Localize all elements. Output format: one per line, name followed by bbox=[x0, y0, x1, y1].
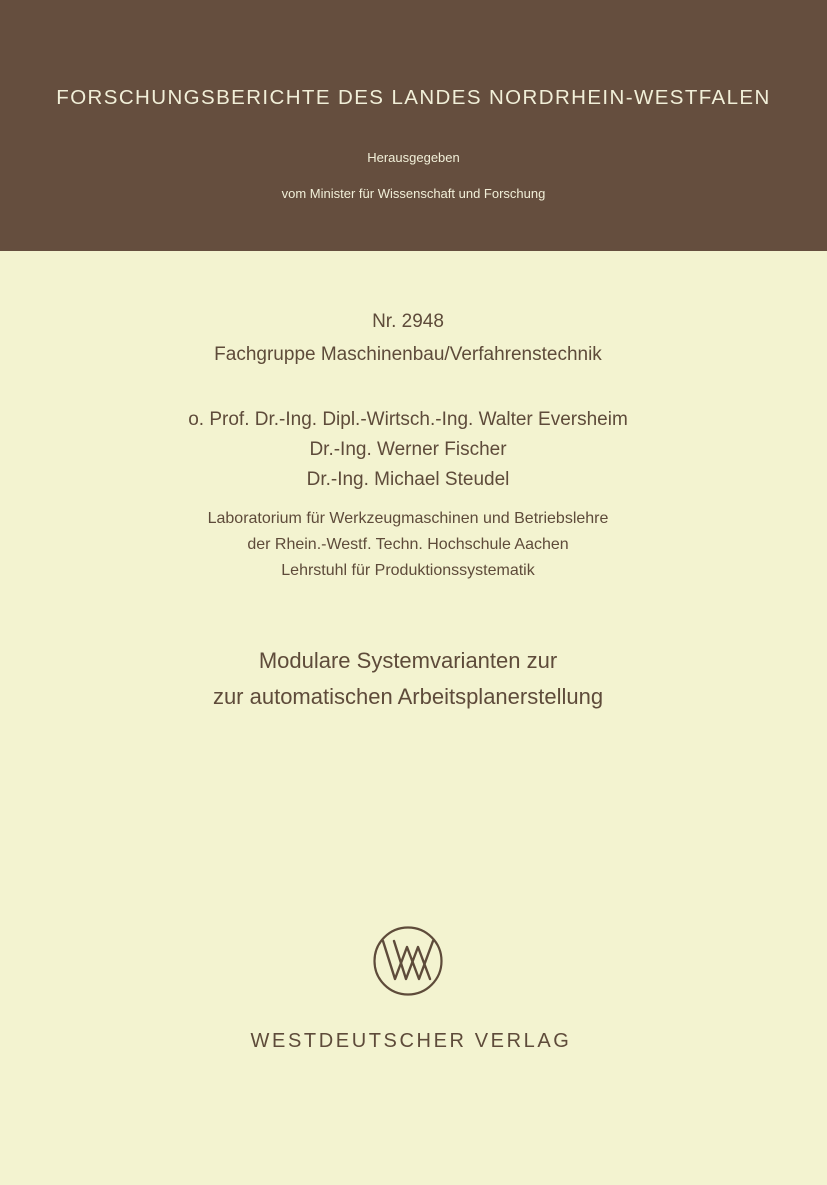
publisher-note-detail: vom Minister für Wissenschaft und Forschung bbox=[281, 186, 546, 201]
book-title-line: Modulare Systemvarianten zur bbox=[258, 648, 558, 673]
wv-logo-icon bbox=[372, 925, 444, 997]
report-number: Nr. 2948 bbox=[372, 311, 444, 332]
subject-group: Fachgruppe Maschinenbau/Verfahrenstechnik bbox=[214, 344, 602, 365]
series-title: FORSCHUNGSBERICHTE DES LANDES NORDRHEIN-WESTFALEN bbox=[56, 86, 771, 109]
cover-header-band bbox=[0, 0, 827, 251]
author: o. Prof. Dr.-Ing. Dipl.-Wirtsch.-Ing. Walter Eversheim bbox=[188, 409, 628, 430]
institution-line: Laboratorium für Werkzeugmaschinen und Betriebslehre bbox=[207, 510, 609, 527]
institution-line: Lehrstuhl für Produktionssystematik bbox=[281, 562, 535, 579]
publisher-note: Herausgegeben bbox=[367, 150, 460, 165]
book-title-line: zur automatischen Arbeitsplanerstellung bbox=[212, 684, 604, 709]
publisher-name: WESTDEUTSCHER VERLAG bbox=[250, 1030, 572, 1052]
author: Dr.-Ing. Werner Fischer bbox=[309, 439, 507, 460]
institution-line: der Rhein.-Westf. Techn. Hochschule Aachen bbox=[247, 536, 569, 553]
author: Dr.-Ing. Michael Steudel bbox=[306, 469, 510, 490]
